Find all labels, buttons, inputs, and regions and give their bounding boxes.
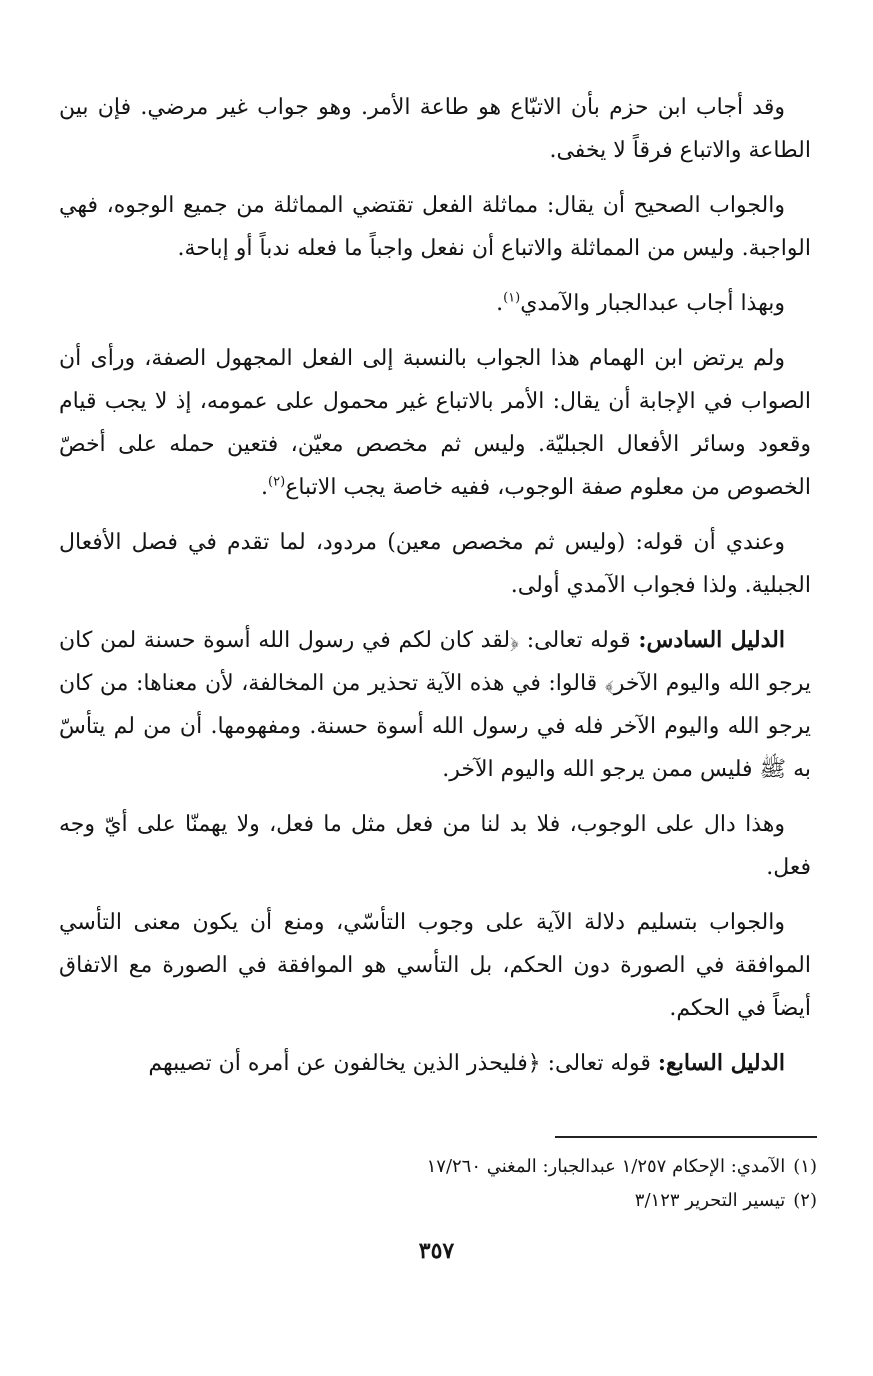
footnote-1: [117, 1150, 817, 1184]
paragraph-4-tail: .: [261, 475, 269, 500]
footnotes: [117, 1150, 817, 1218]
paragraph-8-text: والجواب بتسليم دلالة الآية على وجوب التأسّي، ومنع أن يكون معنى التأسي الموافقة في الصورة دون الحكم، بل التأسي هو الموافقة في الصورة مع الاتفاق أيضاً في الحكم.: [59, 910, 811, 1021]
footnote-ref-2: (٢): [268, 474, 286, 490]
paragraph-4-text: ولم يرتض ابن الهمام هذا الجواب بالنسبة إلى الفعل المجهول الصفة، ورأى أن الصواب في الإجابة أن يقال: الأمر بالاتباع غير محمول على عمومه، إذ لا يجب قيام وقعود وسائر الأفعال الجبليّة. وليس ثم مخصص معيّن، فتعين حمله على أخصّ الخصوص من معلوم صفة الوجوب، ففيه خاصة يجب الاتباع: [59, 346, 811, 500]
footnote-2-text: تيسير التحرير ٣/١٢٣: [634, 1190, 786, 1211]
paragraph-5: [59, 521, 811, 607]
section-heading-sixth-proof: الدليل السادس:: [638, 627, 785, 653]
page-number: ٣٥٧: [418, 1238, 455, 1264]
paragraph-1: [59, 86, 811, 172]
footnote-2-number: (٢): [793, 1190, 817, 1211]
paragraph-7-text: وهذا دال على الوجوب، فلا بد لنا من فعل مثل ما فعل، ولا يهمنّا على أيّ وجه فعل.: [59, 812, 811, 880]
paragraph-4: [59, 337, 811, 509]
footnote-1-text: الآمدي: الإحكام ١/٢٥٧ عبدالجبار: المغني ١٧/٢٦٠: [426, 1156, 786, 1177]
page-body: [59, 86, 811, 1097]
paragraph-8: [59, 901, 811, 1030]
paragraph-3: [59, 282, 811, 325]
paragraph-1-text: وقد أجاب ابن حزم بأن الاتبّاع هو طاعة الأمر. وهو جواب غير مرضي. فإن بين الطاعة والاتباع فرقاً لا يخفى.: [59, 95, 811, 163]
footnote-divider: [555, 1136, 817, 1138]
footnote-2: [117, 1184, 817, 1218]
paragraph-2: [59, 184, 811, 270]
paragraph-9-text: قوله تعالى: ﴿فليحذر الذين يخالفون عن أمره أن تصيبهم: [148, 1051, 651, 1076]
paragraph-3-text: وبهذا أجاب عبدالجبار والآمدي: [520, 291, 785, 316]
footnote-ref-1: (١): [503, 290, 521, 306]
paragraph-6: [59, 619, 811, 791]
section-heading-seventh-proof: الدليل السابع:: [657, 1050, 785, 1076]
paragraph-2-text: والجواب الصحيح أن يقال: مماثلة الفعل تقتضي المماثلة من جميع الوجوه، فهي الواجبة. وليس من المماثلة والاتباع أن نفعل واجباً ما فعله ندباً أو إباحة.: [59, 193, 811, 261]
paragraph-3-tail: .: [496, 291, 504, 316]
paragraph-9: [59, 1042, 811, 1085]
footnote-1-number: (١): [793, 1156, 817, 1177]
paragraph-5-text: وعندي أن قوله: (وليس ثم مخصص معين) مردود، لما تقدم في فصل الأفعال الجبلية. ولذا فجواب الآمدي أولى.: [59, 530, 811, 598]
paragraph-7: [59, 803, 811, 889]
paragraph-6-text: قوله تعالى: ﴿لقد كان لكم في رسول الله أسوة حسنة لمن كان يرجو الله واليوم الآخر﴾ قالوا: في هذه الآية تحذير من المخالفة، لأن معناها: من كان يرجو الله واليوم الآخر فله في رسول الله أسوة حسنة. ومفهومها. أن من لم يتأسّ به ﷺ فليس ممن يرجو الله واليوم الآخر.: [59, 628, 811, 782]
